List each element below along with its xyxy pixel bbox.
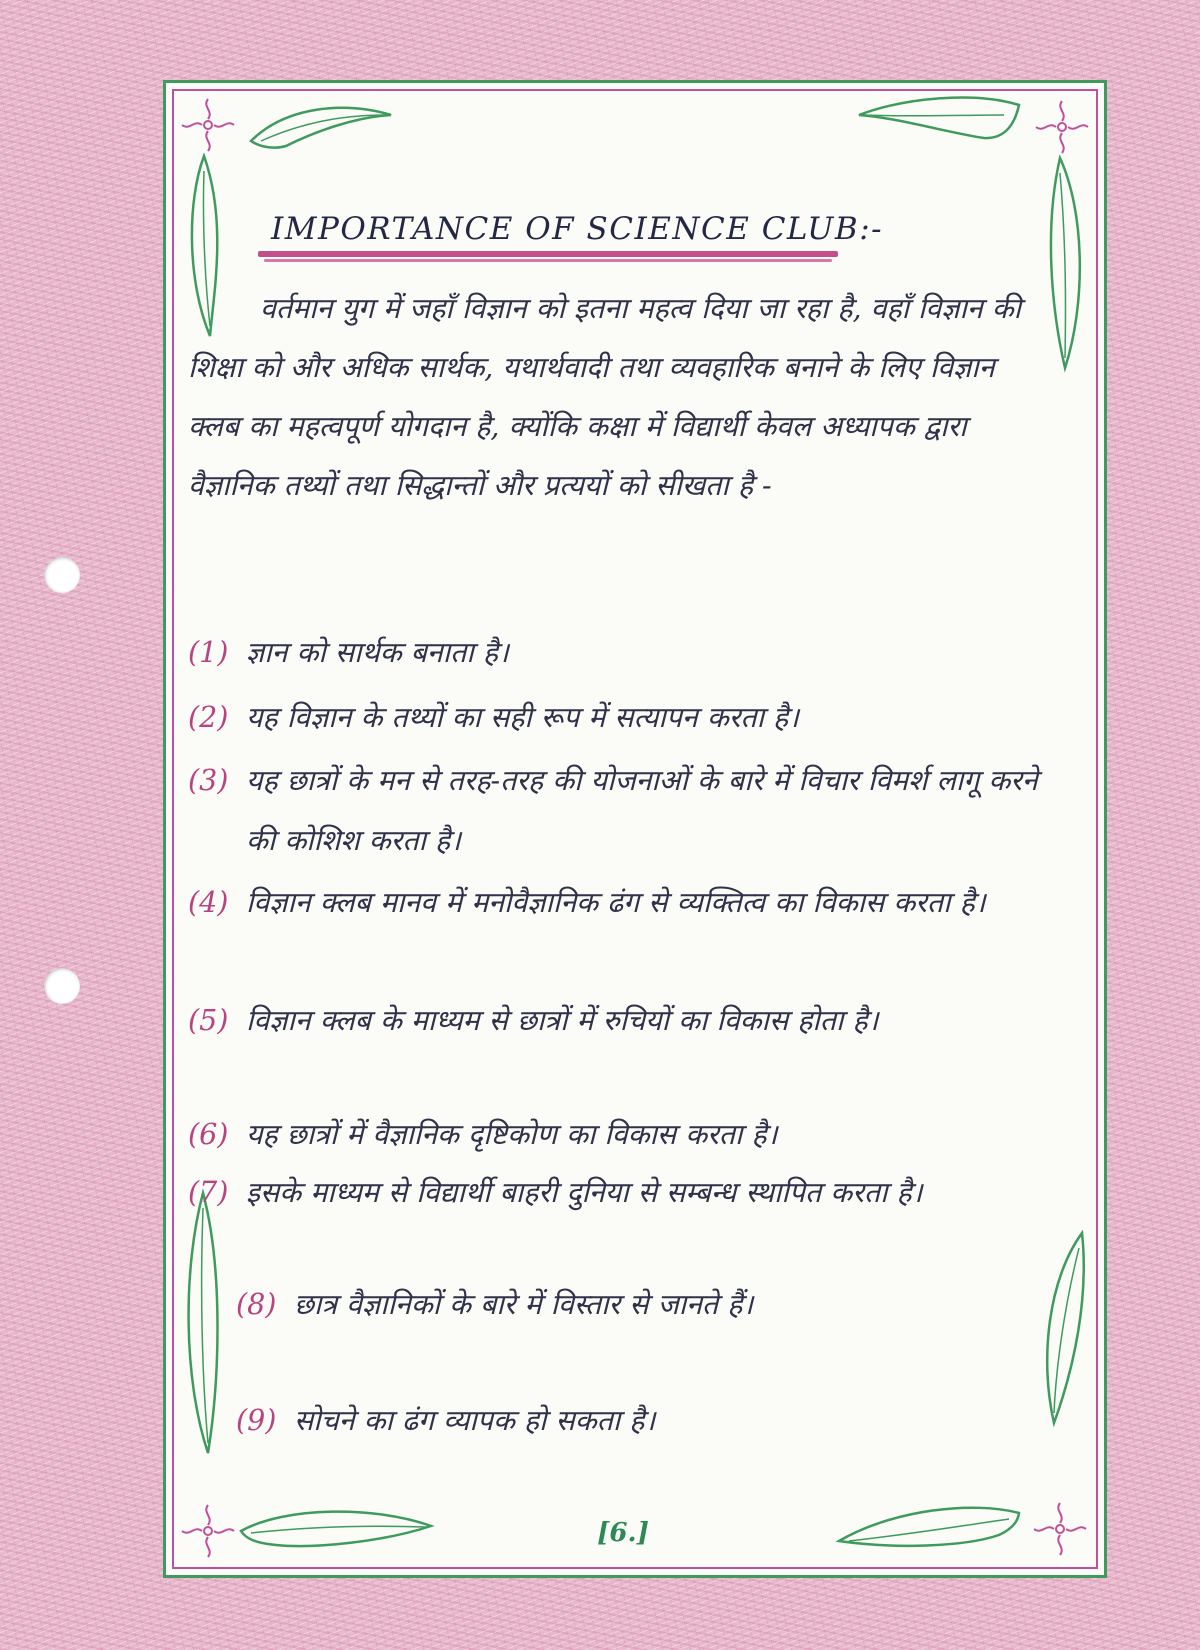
list-item-7 (188, 1163, 1048, 1223)
item-text: सोचने का ढंग व्यापक हो सकता है। (294, 1404, 656, 1437)
heading-underline-second (264, 259, 832, 262)
item-number: (6) (188, 1118, 229, 1151)
item-number: (9) (236, 1404, 277, 1437)
item-text: विज्ञान क्लब मानव में मनोवैज्ञानिक ढंग से व्यक्तित्व का विकास करता है। (246, 886, 986, 919)
list-item-2 (188, 688, 1048, 748)
list-item-4 (188, 873, 1048, 933)
intro-paragraph: वर्तमान युग में जहाँ विज्ञान को इतना महत्व दिया जा रहा है, वहाँ विज्ञान की शिक्षा को और अधिक सार्थक, यथार्थवादी तथा व्यवहारिक बनाने के लिए विज्ञान क्लब का महत्वपूर्ण योगदान है, क्योंकि कक्षा में विद्यार्थी केवल अध्यापक द्वारा वैज्ञानिक तथ्यों तथा सिद्धान्तों और प्रत्ययों को सीखता है - (188, 292, 1022, 502)
item-number: (2) (188, 701, 229, 734)
leaf-ornament-bottom-right (834, 1501, 1024, 1555)
punch-hole-upper (44, 557, 80, 593)
leaf-ornament-top-right (854, 93, 1024, 143)
leaf-ornament-right-top (1040, 153, 1090, 373)
list-item-9 (236, 1391, 1036, 1451)
leaf-ornament-right-bottom (1034, 1228, 1090, 1428)
item-text: ज्ञान को सार्थक बनाता है। (246, 636, 509, 669)
item-text: यह छात्रों के मन से तरह-तरह की योजनाओं के बारे में विचार विमर्श लागू करने की कोशिश करता है। (246, 764, 1038, 857)
list-item-3 (188, 751, 1048, 871)
flower-doodle-top-left (176, 93, 240, 157)
item-text: यह विज्ञान के तथ्यों का सही रूप में सत्यापन करता है। (246, 701, 799, 734)
flower-doodle-bottom-right (1028, 1497, 1092, 1561)
item-text: छात्र वैज्ञानिकों के बारे में विस्तार से जानते हैं। (294, 1288, 754, 1321)
leaf-ornament-top-left (246, 101, 396, 151)
flower-doodle-top-right (1030, 95, 1094, 159)
heading-underline (258, 251, 838, 257)
item-text: विज्ञान क्लब के माध्यम से छात्रों में रुचियों का विकास होता है। (246, 1004, 879, 1037)
item-number: (5) (188, 1004, 229, 1037)
leaf-ornament-left-bottom (178, 1188, 228, 1458)
list-item-8 (236, 1275, 1036, 1335)
item-number: (8) (236, 1288, 277, 1321)
page-heading: IMPORTANCE OF SCIENCE CLUB:- (271, 211, 884, 247)
item-text: यह छात्रों में वैज्ञानिक दृष्टिकोण का विकास करता है। (246, 1118, 778, 1151)
punch-hole-lower (44, 968, 80, 1004)
notebook-page (163, 80, 1107, 1578)
item-number: (4) (188, 886, 229, 919)
leaf-ornament-bottom-left (236, 1501, 436, 1551)
list-item-5 (188, 991, 1048, 1051)
page-number: [6.] (597, 1518, 649, 1548)
item-number: (7) (188, 1176, 229, 1209)
flower-doodle-bottom-left (176, 1499, 240, 1563)
list-item-1 (188, 623, 1048, 683)
item-number: (1) (188, 636, 229, 669)
item-text: इसके माध्यम से विद्यार्थी बाहरी दुनिया से सम्बन्ध स्थापित करता है। (246, 1176, 923, 1209)
list-item-6 (188, 1105, 1048, 1165)
item-number: (3) (188, 764, 229, 797)
